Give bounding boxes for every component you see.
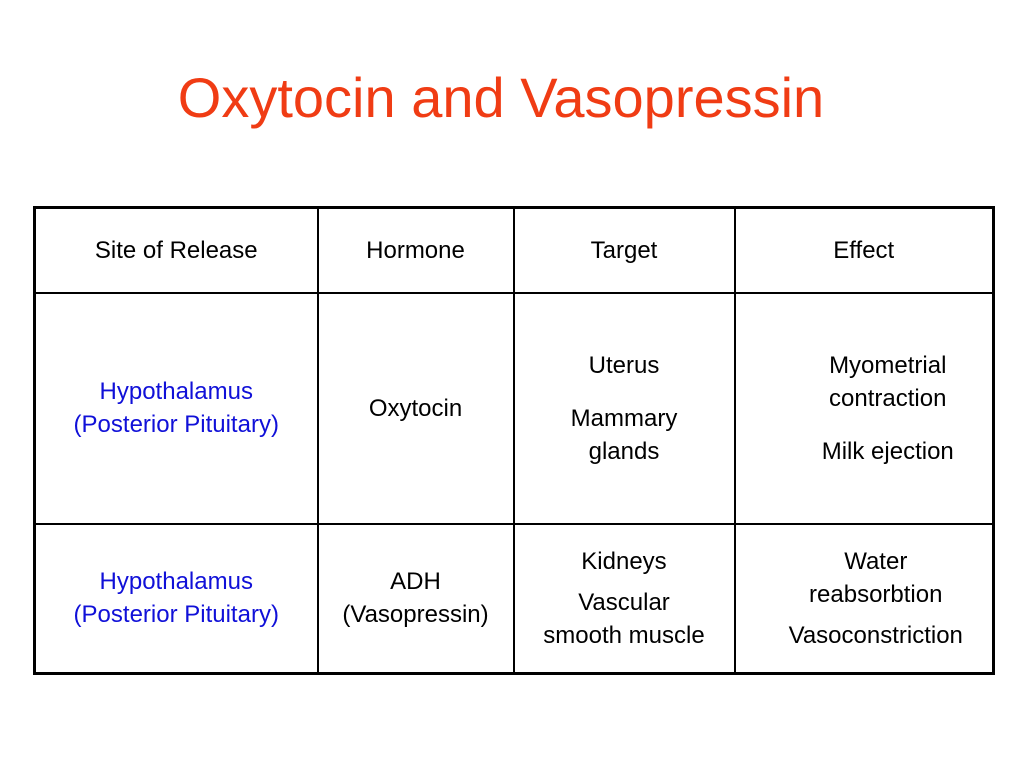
site-cell — [35, 293, 318, 524]
hormone-line: (Vasopressin) — [342, 601, 489, 629]
hormone-table — [33, 206, 995, 675]
effect-cell — [735, 293, 994, 524]
target-cell — [514, 524, 735, 674]
target-line: Vascular — [578, 588, 670, 616]
site-line: (Posterior Pituitary) — [73, 411, 279, 438]
header-hormone: Hormone — [318, 208, 514, 293]
header-site-of-release: Site of Release — [35, 208, 318, 293]
effect-line: Vasoconstriction — [788, 621, 963, 649]
table-row-oxytocin — [35, 293, 994, 524]
hormone-cell — [318, 293, 514, 524]
header-target: Target — [514, 208, 735, 293]
site-line: (Posterior Pituitary) — [73, 601, 279, 629]
target-line: Mammary — [570, 404, 678, 432]
site-line: Hypothalamus — [99, 378, 253, 405]
effect-line: Water — [844, 547, 908, 575]
effect-item — [736, 619, 993, 652]
site-line: Hypothalamus — [99, 568, 253, 596]
effect-line: contraction — [829, 384, 947, 412]
hormone-cell — [318, 524, 514, 674]
target-line: smooth muscle — [543, 621, 705, 649]
target-item — [515, 349, 734, 382]
effect-item — [736, 349, 993, 415]
table-header-row — [35, 208, 994, 293]
target-line: Uterus — [588, 351, 660, 379]
hormone-line: ADH — [390, 568, 441, 596]
header-effect: Effect — [735, 208, 994, 293]
table-row-vasopressin — [35, 524, 994, 674]
target-line: Kidneys — [581, 547, 667, 575]
target-item — [515, 586, 734, 652]
effect-cell — [735, 524, 994, 674]
target-line: glands — [588, 437, 660, 465]
site-cell — [35, 524, 318, 674]
target-item — [515, 545, 734, 578]
effect-line: reabsorbtion — [809, 580, 943, 608]
effect-item — [736, 545, 993, 611]
hormone-line: Oxytocin — [368, 394, 463, 422]
target-cell — [514, 293, 735, 524]
target-item — [515, 402, 734, 468]
effect-line: Milk ejection — [821, 437, 954, 465]
effect-item — [736, 435, 993, 468]
effect-line: Myometrial — [829, 351, 947, 379]
slide-title: Oxytocin and Vasopressin — [177, 66, 825, 129]
